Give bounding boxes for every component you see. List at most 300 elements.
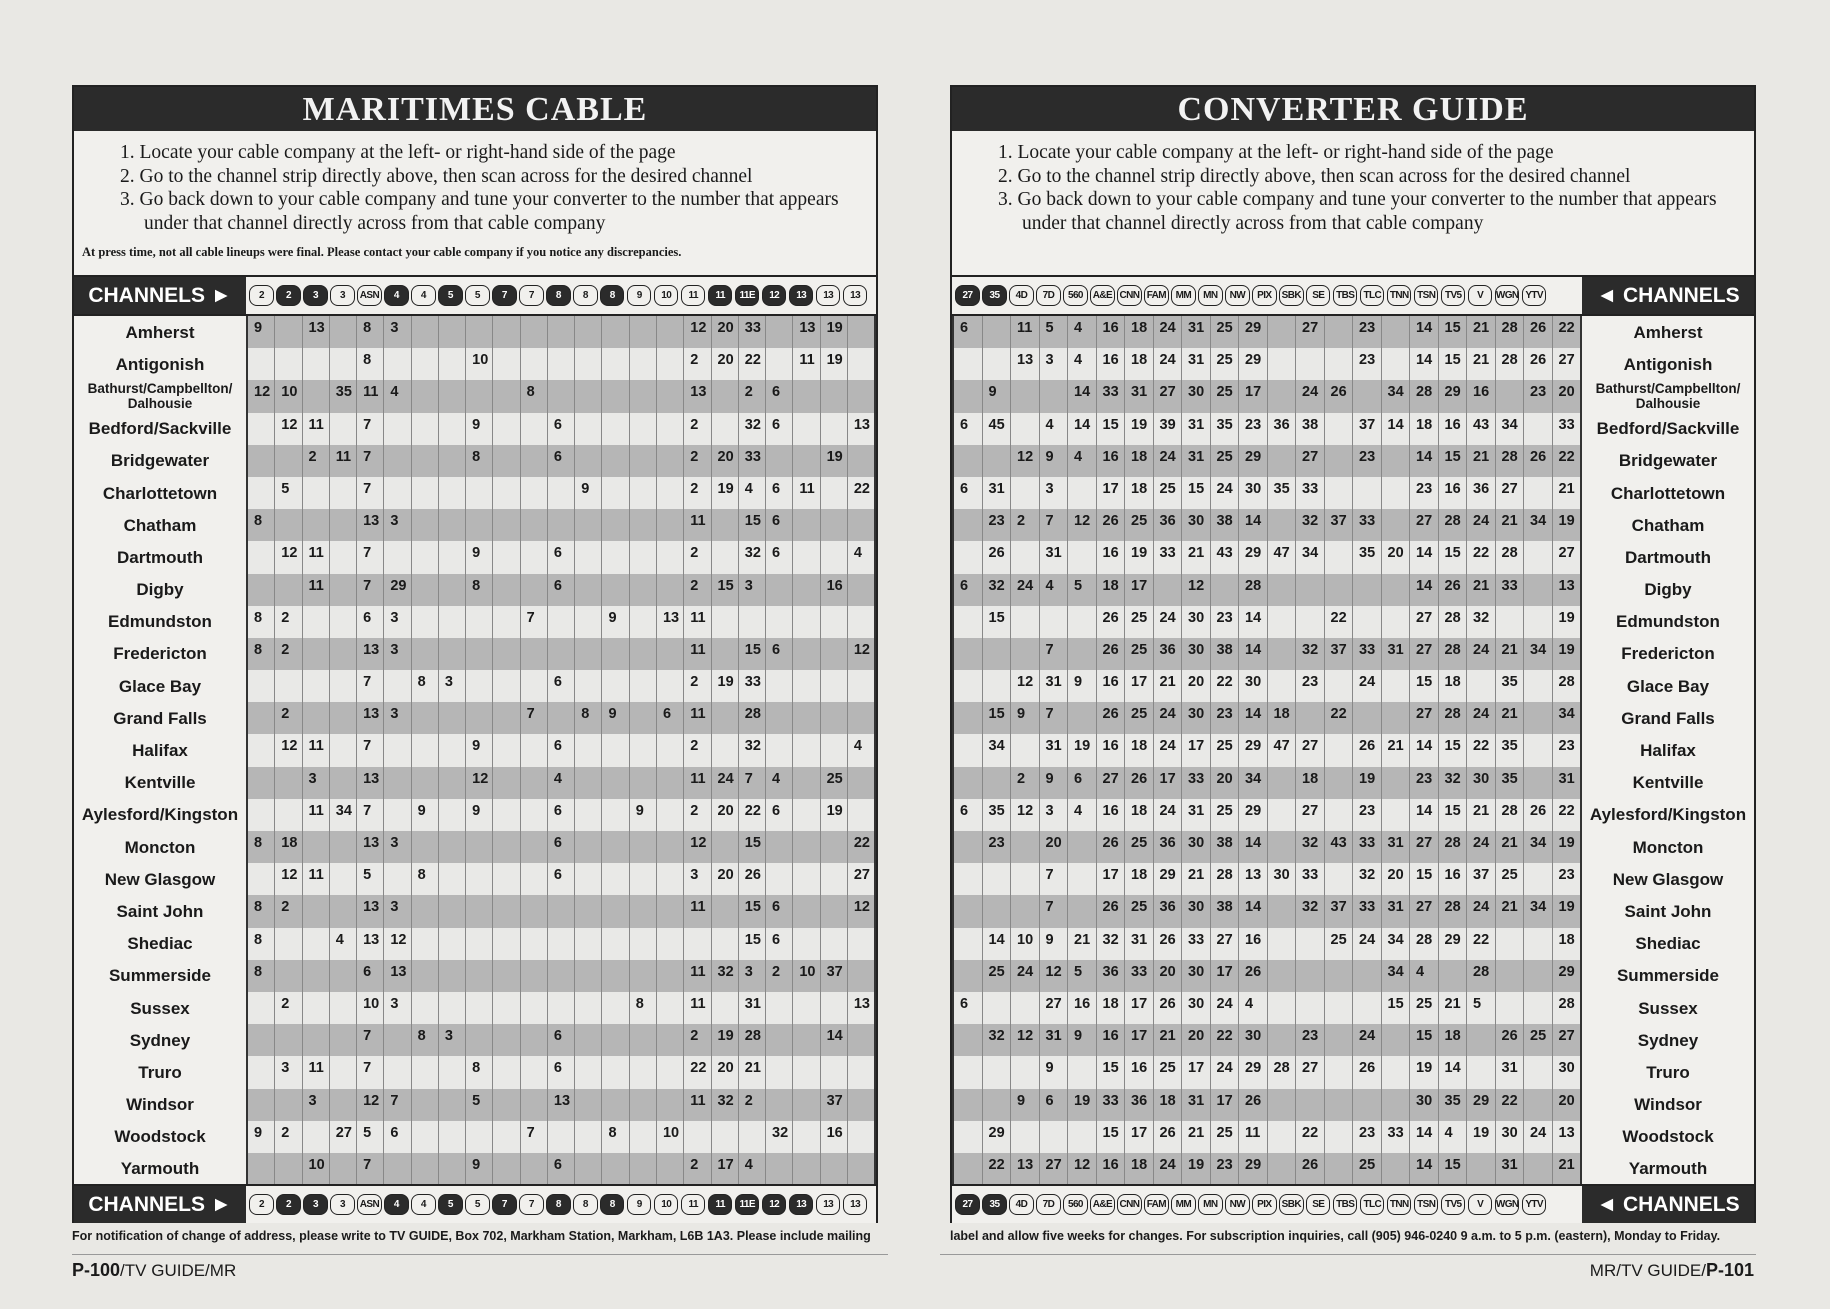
channel-cell	[792, 380, 819, 412]
channel-cell: 11	[683, 992, 710, 1024]
channel-cell	[411, 734, 438, 766]
channel-cell: 15	[738, 638, 765, 670]
channel-cells	[246, 316, 876, 348]
channel-cell	[629, 574, 656, 606]
channel-cell	[438, 831, 465, 863]
channel-cell: 16	[1438, 477, 1467, 509]
channel-chip: 3	[303, 1194, 327, 1215]
channel-cell	[438, 316, 465, 348]
channel-cell: 26	[1238, 1089, 1267, 1121]
channel-cell: 6	[547, 574, 574, 606]
channel-cell	[629, 1153, 656, 1185]
channel-cell	[792, 863, 819, 895]
channel-strip-bottom	[74, 1184, 876, 1223]
page-label: P-100	[72, 1260, 121, 1280]
channel-cell: 7	[520, 1121, 547, 1153]
channel-chip: SE	[1306, 1194, 1330, 1215]
channel-cell	[547, 992, 574, 1024]
channel-cell	[1039, 380, 1068, 412]
channel-cell: 23	[1352, 316, 1381, 348]
channel-cell	[520, 670, 547, 702]
channel-cell	[465, 606, 492, 638]
channel-cell	[411, 1089, 438, 1121]
channel-cell	[847, 960, 874, 992]
channel-cell	[1010, 477, 1039, 509]
channel-cell	[438, 509, 465, 541]
channel-cells	[246, 992, 876, 1024]
channel-cell	[547, 1121, 574, 1153]
instruction-2: 2. Go to the channel strip directly above, then scan across for the desired channel	[998, 165, 1631, 187]
channel-cell	[520, 477, 547, 509]
channel-cell: 2	[274, 702, 301, 734]
channel-cell	[302, 1121, 329, 1153]
channel-cell	[1381, 799, 1410, 831]
channel-cell: 3	[1039, 477, 1068, 509]
channel-cell: 21	[1181, 1121, 1210, 1153]
channel-cell: 19	[1067, 1089, 1096, 1121]
channel-cell	[982, 348, 1011, 380]
channel-cell	[574, 670, 601, 702]
channel-cell	[492, 992, 519, 1024]
cable-company-row	[74, 1024, 876, 1056]
channel-cell: 23	[1552, 734, 1581, 766]
channel-cell	[847, 1024, 874, 1056]
channel-cell	[656, 831, 683, 863]
channel-cell: 31	[738, 992, 765, 1024]
channel-cell: 32	[1295, 831, 1324, 863]
channel-cell: 9	[574, 477, 601, 509]
cable-company-name: Sussex	[130, 998, 190, 1018]
channel-cell	[1466, 670, 1495, 702]
channel-cells	[952, 316, 1582, 348]
channel-cell	[492, 638, 519, 670]
channel-cell	[711, 928, 738, 960]
channel-cell	[656, 1056, 683, 1088]
footer-rule-left	[72, 1254, 888, 1255]
cable-company-row	[74, 413, 876, 445]
channel-cell: 31	[1552, 767, 1581, 799]
channel-cell	[954, 1089, 982, 1121]
channel-chip: 5	[465, 1194, 489, 1215]
channel-cell: 7	[356, 734, 383, 766]
channel-cell: 19	[1552, 606, 1581, 638]
channel-cell: 37	[820, 960, 847, 992]
channel-cell: 30	[1238, 670, 1267, 702]
channel-cells	[246, 477, 876, 509]
channel-cell: 21	[1552, 477, 1581, 509]
channel-cell: 21	[1495, 638, 1524, 670]
channel-cell	[520, 1024, 547, 1056]
channel-cell	[492, 509, 519, 541]
channel-cell: 22	[738, 799, 765, 831]
channel-cell: 5	[1039, 316, 1068, 348]
channel-cell	[954, 670, 982, 702]
channel-cell: 18	[274, 831, 301, 863]
channel-cell	[601, 670, 628, 702]
channel-cell	[765, 702, 792, 734]
channels-label: ◄ CHANNELS	[1582, 277, 1754, 314]
channel-cell: 3	[383, 316, 410, 348]
channel-cell: 26	[1153, 992, 1182, 1024]
channel-cell: 30	[1181, 960, 1210, 992]
channel-cell	[792, 831, 819, 863]
channel-cell	[547, 960, 574, 992]
channel-cell: 22	[847, 477, 874, 509]
channel-cell	[1324, 863, 1353, 895]
channel-cell: 12	[356, 1089, 383, 1121]
channel-cells	[952, 606, 1582, 638]
cable-company-name: Woodstock	[1622, 1127, 1714, 1147]
channel-cell	[1352, 992, 1381, 1024]
channel-cell	[547, 638, 574, 670]
channel-cell: 10	[1010, 928, 1039, 960]
channel-cell: 35	[1267, 477, 1296, 509]
channel-cell	[411, 348, 438, 380]
channel-cell: 4	[1238, 992, 1267, 1024]
channel-cells	[246, 574, 876, 606]
channel-chip: SBK	[1279, 285, 1303, 306]
channel-cell: 7	[520, 606, 547, 638]
channel-cell: 2	[738, 380, 765, 412]
cable-company-row	[952, 638, 1754, 670]
channel-cell: 21	[1153, 670, 1182, 702]
channel-cell	[683, 928, 710, 960]
channel-cell	[465, 638, 492, 670]
channel-cell: 27	[1409, 638, 1438, 670]
channel-cell: 8	[465, 445, 492, 477]
channel-cell	[492, 1121, 519, 1153]
channel-cell: 2	[683, 541, 710, 573]
channel-cell	[329, 413, 356, 445]
channel-cell: 24	[1153, 606, 1182, 638]
channel-cell: 6	[656, 702, 683, 734]
cable-company-name: Aylesford/Kingston	[81, 805, 239, 825]
channel-cell: 23	[1552, 863, 1581, 895]
channel-cell	[792, 413, 819, 445]
channel-cell: 4	[1409, 960, 1438, 992]
channel-cell: 24	[1153, 702, 1182, 734]
channel-cell	[465, 1121, 492, 1153]
channel-cell	[601, 574, 628, 606]
channel-cell: 21	[1495, 702, 1524, 734]
channel-cell	[711, 702, 738, 734]
channel-cell	[411, 380, 438, 412]
channel-cell: 16	[1466, 380, 1495, 412]
channel-chips	[952, 1194, 1582, 1215]
channel-chip: 35	[982, 285, 1006, 306]
channel-cell: 33	[738, 316, 765, 348]
channel-cell	[629, 960, 656, 992]
channel-cell	[465, 477, 492, 509]
channel-cell: 9	[1039, 767, 1068, 799]
channel-cell: 31	[1181, 316, 1210, 348]
channel-cell: 28	[1495, 316, 1524, 348]
channel-cell: 29	[1238, 316, 1267, 348]
channel-cell	[792, 606, 819, 638]
channel-cell: 24	[1210, 992, 1239, 1024]
channel-cell: 18	[1124, 445, 1153, 477]
channel-cell: 26	[1153, 928, 1182, 960]
channel-cell	[1295, 702, 1324, 734]
cable-company-name: Amherst	[125, 322, 195, 342]
channel-cell	[492, 928, 519, 960]
channel-cell	[847, 574, 874, 606]
channel-cell: 7	[1039, 509, 1068, 541]
channel-cell: 15	[982, 606, 1011, 638]
channel-cell: 6	[547, 1153, 574, 1185]
channel-cell: 3	[302, 767, 329, 799]
channel-cell: 31	[1181, 348, 1210, 380]
channel-cells	[246, 1089, 876, 1121]
channel-cell: 9	[1039, 1056, 1068, 1088]
channel-cell	[847, 509, 874, 541]
channel-cell: 24	[1153, 316, 1182, 348]
channel-cell	[438, 767, 465, 799]
cable-company-name: Charlottetown	[1610, 483, 1726, 503]
channel-cell	[520, 734, 547, 766]
channel-cell	[492, 606, 519, 638]
channel-cell: 7	[356, 799, 383, 831]
channel-chip: 560	[1063, 1194, 1087, 1215]
channel-cell: 7	[1039, 895, 1068, 927]
channel-cells	[246, 863, 876, 895]
channel-cell	[792, 445, 819, 477]
channel-cell: 23	[1409, 767, 1438, 799]
channel-cell	[465, 1024, 492, 1056]
footer-text-left: For notification of change of address, please write to TV GUIDE, Box 702, Markham Station, Markham, L6B 1A3. Please include mailing	[72, 1229, 871, 1243]
cable-company-name: Antigonish	[1623, 354, 1713, 374]
channel-cell	[847, 928, 874, 960]
channel-cell	[792, 1024, 819, 1056]
channel-cell: 13	[656, 606, 683, 638]
channel-cell: 14	[1238, 895, 1267, 927]
channel-cell	[1267, 895, 1296, 927]
channel-cell	[329, 316, 356, 348]
channel-chip: MM	[1171, 1194, 1195, 1215]
cable-company-name: Halifax	[132, 741, 188, 761]
channel-cell	[1295, 1089, 1324, 1121]
channel-cell	[1324, 1089, 1353, 1121]
channel-cell	[1495, 928, 1524, 960]
channel-cell	[1381, 1024, 1410, 1056]
channel-cell: 2	[683, 477, 710, 509]
channel-chip: FAM	[1144, 1194, 1168, 1215]
channel-cell: 27	[1295, 316, 1324, 348]
channel-cell	[492, 702, 519, 734]
channel-cell: 9	[254, 1124, 263, 1141]
channel-cell	[329, 960, 356, 992]
channel-cell: 16	[1238, 928, 1267, 960]
channel-cell: 15	[1381, 992, 1410, 1024]
channel-cell: 28	[1438, 509, 1467, 541]
channel-cell	[248, 1153, 274, 1185]
channel-cell: 12	[1010, 670, 1039, 702]
channels-label: CHANNELS ►	[74, 277, 246, 314]
channel-cell	[492, 831, 519, 863]
channel-cell	[1067, 702, 1096, 734]
channel-cell: 35	[1495, 734, 1524, 766]
cable-company-row	[952, 413, 1754, 445]
channel-cell: 15	[711, 574, 738, 606]
channel-cell: 15	[1438, 734, 1467, 766]
channel-cell: 20	[711, 348, 738, 380]
channel-cell: 2	[683, 413, 710, 445]
channel-cell: 6	[765, 928, 792, 960]
channel-cell: 28	[1409, 928, 1438, 960]
channel-chip: 2	[249, 285, 273, 306]
channel-cell	[765, 1153, 792, 1185]
channel-cell: 29	[1238, 1056, 1267, 1088]
channel-cell	[711, 895, 738, 927]
channel-cell	[411, 702, 438, 734]
channel-cell	[601, 638, 628, 670]
channel-cell: 26	[1096, 702, 1125, 734]
channel-cell	[1295, 606, 1324, 638]
channel-cell	[954, 541, 982, 573]
channel-cell: 13	[356, 638, 383, 670]
channel-cell: 8	[254, 899, 263, 916]
channel-cell	[954, 638, 982, 670]
channel-chip: 11	[708, 285, 732, 306]
channel-cell: 18	[1409, 413, 1438, 445]
cable-company-name: Summerside	[108, 966, 212, 986]
channel-cell	[383, 767, 410, 799]
channel-cell	[329, 509, 356, 541]
channel-cell	[1010, 541, 1039, 573]
channel-cell	[465, 670, 492, 702]
channel-cell: 2	[683, 348, 710, 380]
channel-cell	[711, 413, 738, 445]
channel-cells	[952, 445, 1582, 477]
channel-cell: 16	[1096, 316, 1125, 348]
channel-cell: 35	[1210, 413, 1239, 445]
channel-cell: 5	[1067, 960, 1096, 992]
channel-cell: 33	[1096, 380, 1125, 412]
channel-cell: 25	[1409, 992, 1438, 1024]
channel-cell	[574, 638, 601, 670]
channel-cell: 18	[1552, 928, 1581, 960]
channel-cell	[656, 895, 683, 927]
channel-cell	[1010, 831, 1039, 863]
channel-cell	[1010, 863, 1039, 895]
channel-cell: 2	[274, 895, 301, 927]
channel-cell	[601, 509, 628, 541]
channel-cell: 21	[738, 1056, 765, 1088]
channel-chip: 5	[438, 285, 462, 306]
channel-cell	[792, 574, 819, 606]
page-suffix: /TV GUIDE/MR	[120, 1261, 237, 1280]
channel-cell: 22	[1210, 670, 1239, 702]
channel-cell	[274, 928, 301, 960]
channel-cell	[411, 606, 438, 638]
channel-cell	[1067, 477, 1096, 509]
channel-cell: 8	[601, 1121, 628, 1153]
channel-cell: 30	[1267, 863, 1296, 895]
channel-cell	[438, 1121, 465, 1153]
channel-cell	[954, 509, 982, 541]
channel-cell	[629, 767, 656, 799]
channel-cell: 2	[683, 445, 710, 477]
channel-cell: 11	[792, 477, 819, 509]
channel-cell: 17	[1124, 1024, 1153, 1056]
channel-cell: 24	[1210, 1056, 1239, 1088]
channel-cells	[246, 767, 876, 799]
channel-cell	[1523, 413, 1552, 445]
channel-cells	[246, 541, 876, 573]
channel-cell	[656, 1153, 683, 1185]
channel-cell	[438, 1153, 465, 1185]
channel-cell: 3	[383, 606, 410, 638]
channel-chip: 8	[573, 1194, 597, 1215]
channel-cell: 22	[1552, 799, 1581, 831]
channel-cell: 34	[1523, 831, 1552, 863]
channel-cell: 26	[1096, 895, 1125, 927]
channel-cell	[820, 992, 847, 1024]
channel-cell	[954, 1153, 982, 1185]
channel-cell: 12	[1010, 1024, 1039, 1056]
channel-cell: 6	[547, 863, 574, 895]
channel-cell	[574, 960, 601, 992]
channel-cell: 31	[1181, 445, 1210, 477]
channel-cell	[1010, 895, 1039, 927]
channel-cells	[246, 445, 876, 477]
channel-cell	[248, 734, 274, 766]
channel-cells	[952, 895, 1582, 927]
channel-cell: 17	[1238, 380, 1267, 412]
channel-cell	[438, 477, 465, 509]
channel-cell: 25	[1210, 380, 1239, 412]
channel-cell	[248, 863, 274, 895]
channel-chip: 4	[411, 1194, 435, 1215]
channel-cell	[954, 445, 982, 477]
channel-cell	[1067, 895, 1096, 927]
cable-company-name: Windsor	[1634, 1095, 1702, 1115]
channel-cell: 31	[1381, 895, 1410, 927]
channel-chip: 12	[762, 285, 786, 306]
channel-cell: 22	[1210, 1024, 1239, 1056]
channel-cell	[954, 1024, 982, 1056]
channel-cell	[1295, 574, 1324, 606]
channel-cell	[820, 413, 847, 445]
channel-cell: 29	[1238, 734, 1267, 766]
channel-cell: 16	[1096, 348, 1125, 380]
channel-cell: 25	[1210, 316, 1239, 348]
cable-company-row	[952, 380, 1754, 412]
channel-cell: 6	[356, 960, 383, 992]
channel-cell	[329, 895, 356, 927]
channel-cell	[954, 606, 982, 638]
channel-cell	[329, 638, 356, 670]
channel-cell	[438, 863, 465, 895]
cable-company-row	[952, 702, 1754, 734]
channel-cell: 9	[465, 413, 492, 445]
channel-cells	[246, 831, 876, 863]
channel-cells	[952, 509, 1582, 541]
maritimes-cable-panel	[72, 85, 878, 1223]
channel-cell: 5	[356, 863, 383, 895]
channel-cell: 26	[1124, 767, 1153, 799]
channel-cell	[492, 863, 519, 895]
channel-cell: 2	[683, 1024, 710, 1056]
channel-cell	[574, 1153, 601, 1185]
channel-chip: 13	[843, 285, 867, 306]
channel-cell	[274, 445, 301, 477]
channel-cell: 12	[847, 895, 874, 927]
channel-cell: 14	[1409, 1153, 1438, 1185]
channel-cell	[629, 1056, 656, 1088]
channel-chip: PIX	[1252, 285, 1276, 306]
channel-cell: 3	[383, 638, 410, 670]
